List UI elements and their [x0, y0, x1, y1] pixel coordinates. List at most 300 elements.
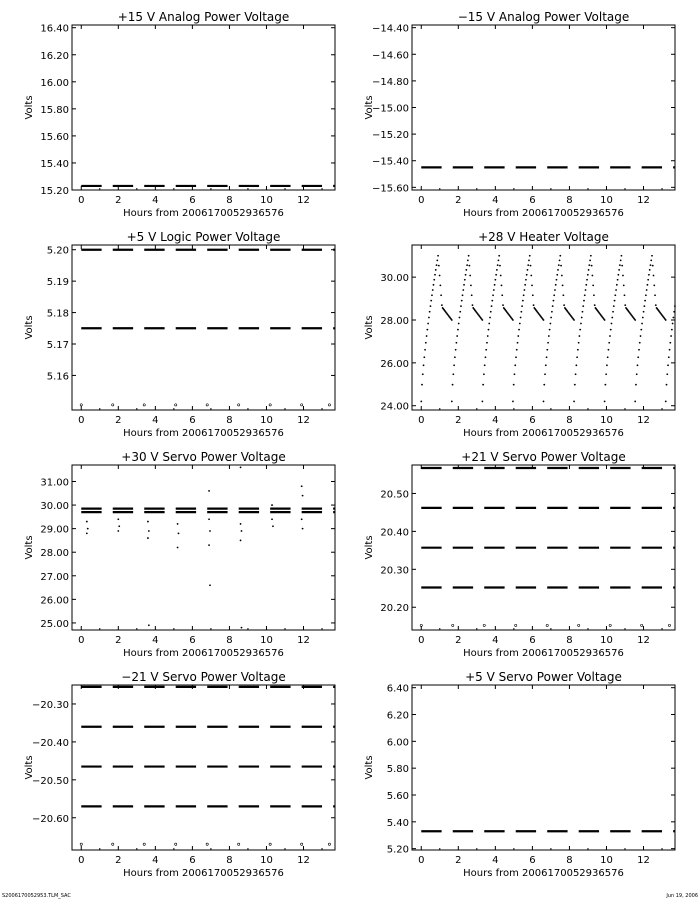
data-point — [637, 356, 639, 358]
y-tick-label: 5.16 — [46, 371, 69, 383]
data-point — [653, 275, 655, 277]
x-tick-label: 4 — [152, 195, 159, 206]
data-point — [421, 384, 423, 386]
data-point — [620, 259, 622, 261]
x-tick-label: 10 — [260, 195, 273, 206]
data-point — [112, 404, 114, 406]
data-point — [636, 373, 638, 375]
data-point — [271, 504, 273, 506]
data-point — [432, 289, 434, 291]
x-tick-label: 12 — [297, 415, 310, 426]
x-tick-label: 4 — [152, 855, 159, 866]
y-tick-label: 20.20 — [380, 603, 409, 615]
data-point — [437, 255, 439, 257]
data-point — [546, 356, 548, 358]
data-point — [604, 319, 606, 321]
chart-panel-3 — [24, 230, 335, 439]
data-point — [547, 342, 549, 344]
data-point — [551, 311, 553, 313]
data-point — [490, 311, 492, 313]
data-point — [452, 373, 454, 375]
chart-panel-1 — [24, 10, 335, 219]
x-tick-label: 10 — [260, 415, 273, 426]
data-point — [80, 843, 82, 845]
x-tick-label: 8 — [566, 855, 573, 866]
data-point — [532, 294, 534, 296]
chart-title: +28 V Heater Voltage — [478, 230, 609, 244]
data-point — [608, 342, 610, 344]
x-tick-label: 10 — [600, 415, 613, 426]
data-point — [494, 284, 496, 286]
data-point — [175, 404, 177, 406]
data-point — [491, 305, 493, 307]
data-point — [422, 373, 424, 375]
data-point — [514, 373, 516, 375]
data-point — [640, 329, 642, 331]
data-point — [238, 843, 240, 845]
data-point — [513, 384, 515, 386]
data-point — [464, 279, 466, 281]
y-tick-label: −15.60 — [371, 183, 409, 195]
data-point — [148, 624, 150, 626]
x-tick-label: 8 — [226, 415, 233, 426]
y-tick-label: 27.00 — [40, 571, 69, 583]
data-point — [424, 349, 426, 351]
chart-panel-4 — [364, 230, 676, 439]
y-tick-label: 29.00 — [40, 524, 69, 536]
data-point — [241, 530, 243, 532]
data-point — [468, 255, 470, 257]
plot-frame — [72, 245, 335, 410]
x-tick-label: 4 — [492, 195, 499, 206]
x-tick-label: 4 — [492, 635, 499, 646]
data-point — [582, 305, 584, 307]
data-point — [616, 284, 618, 286]
data-point — [426, 335, 428, 337]
data-point — [673, 311, 675, 313]
data-point — [469, 275, 471, 277]
data-point — [238, 404, 240, 406]
data-point — [470, 284, 472, 286]
data-point — [579, 329, 581, 331]
data-point — [240, 540, 242, 542]
data-point — [501, 284, 503, 286]
y-tick-label: 15.60 — [40, 131, 69, 143]
y-tick-label: 5.19 — [46, 277, 69, 289]
data-point — [177, 523, 179, 525]
y-axis-label: Volts — [364, 315, 375, 340]
data-point — [484, 364, 486, 366]
data-point — [86, 521, 88, 523]
data-point — [301, 404, 303, 406]
data-point — [468, 265, 470, 267]
data-point — [642, 317, 644, 319]
x-tick-label: 8 — [566, 635, 573, 646]
x-tick-label: 0 — [78, 635, 85, 646]
data-point — [573, 319, 575, 321]
y-axis-label: Volts — [24, 95, 35, 120]
data-point — [423, 356, 425, 358]
data-point — [529, 255, 531, 257]
data-point — [451, 319, 453, 321]
data-point — [435, 269, 437, 271]
data-point — [668, 624, 670, 626]
data-point — [562, 294, 564, 296]
data-point — [669, 349, 671, 351]
data-point — [523, 294, 525, 296]
data-point — [206, 843, 208, 845]
data-point — [605, 373, 607, 375]
y-tick-label: −20.40 — [31, 737, 69, 749]
x-tick-label: 10 — [600, 855, 613, 866]
data-point — [643, 311, 645, 313]
data-point — [489, 317, 491, 319]
y-tick-label: 20.30 — [380, 565, 409, 577]
data-point — [501, 294, 503, 296]
data-point — [590, 255, 592, 257]
plot-frame — [72, 685, 335, 850]
x-tick-label: 8 — [566, 415, 573, 426]
x-tick-label: 6 — [529, 855, 536, 866]
x-tick-label: 8 — [226, 195, 233, 206]
chart-panel-6 — [364, 450, 675, 659]
data-point — [674, 305, 676, 307]
x-tick-label: 6 — [189, 195, 196, 206]
data-point — [521, 305, 523, 307]
y-tick-label: 5.17 — [46, 340, 69, 351]
data-point — [483, 373, 485, 375]
data-point — [208, 544, 210, 546]
y-tick-label: 28.00 — [40, 548, 69, 560]
y-tick-label: 16.00 — [40, 77, 69, 89]
data-point — [241, 627, 243, 629]
x-tick-label: 12 — [637, 415, 650, 426]
data-point — [608, 349, 610, 351]
data-point — [585, 284, 587, 286]
data-point — [519, 323, 521, 325]
plot-frame — [412, 25, 675, 190]
data-point — [496, 269, 498, 271]
data-point — [649, 269, 651, 271]
data-point — [486, 342, 488, 344]
data-point — [530, 265, 532, 267]
x-axis-label: Hours from 2006170052936576 — [463, 428, 624, 439]
x-tick-label: 10 — [260, 635, 273, 646]
data-point — [178, 532, 180, 534]
data-point — [609, 335, 611, 337]
data-point — [614, 300, 616, 302]
data-point — [302, 495, 304, 497]
data-point — [498, 259, 500, 261]
data-point — [592, 284, 594, 286]
x-tick-label: 0 — [418, 855, 425, 866]
y-tick-label: 6.00 — [386, 737, 409, 749]
data-point — [530, 275, 532, 277]
data-point — [641, 323, 643, 325]
data-point — [481, 319, 483, 321]
data-point — [423, 364, 425, 366]
y-tick-label: −20.60 — [31, 813, 69, 825]
x-tick-label: 8 — [226, 855, 233, 866]
data-point — [653, 284, 655, 286]
data-point — [562, 284, 564, 286]
x-tick-label: 12 — [637, 195, 650, 206]
data-point — [420, 401, 422, 403]
data-point — [502, 304, 504, 306]
data-point — [639, 342, 641, 344]
data-point — [644, 300, 646, 302]
data-point — [472, 304, 474, 306]
data-point — [433, 284, 435, 286]
data-point — [439, 275, 441, 277]
data-point — [430, 300, 432, 302]
x-axis-label: Hours from 2006170052936576 — [463, 208, 624, 219]
data-point — [441, 304, 443, 306]
data-point — [646, 289, 648, 291]
y-tick-label: −15.00 — [371, 103, 409, 115]
x-tick-label: 12 — [297, 855, 310, 866]
x-tick-label: 2 — [455, 195, 462, 206]
data-point — [456, 335, 458, 337]
x-tick-label: 8 — [226, 635, 233, 646]
y-tick-label: 26.00 — [380, 358, 409, 370]
y-tick-label: −20.50 — [31, 775, 69, 787]
data-point — [668, 356, 670, 358]
data-point — [546, 624, 548, 626]
y-axis-label: Volts — [24, 535, 35, 560]
data-point — [640, 335, 642, 337]
data-point — [557, 269, 559, 271]
data-point — [555, 284, 557, 286]
data-point — [654, 294, 656, 296]
y-tick-label: 5.20 — [46, 245, 69, 257]
data-point — [621, 255, 623, 257]
data-point — [556, 274, 558, 276]
data-point — [588, 269, 590, 271]
data-point — [528, 259, 530, 261]
x-tick-label: 6 — [529, 195, 536, 206]
x-tick-label: 0 — [78, 195, 85, 206]
data-point — [671, 329, 673, 331]
data-point — [585, 289, 587, 291]
data-point — [112, 843, 114, 845]
y-tick-label: −14.40 — [371, 23, 409, 35]
x-tick-label: 4 — [492, 415, 499, 426]
data-point — [587, 274, 589, 276]
data-point — [517, 342, 519, 344]
y-tick-label: 28.00 — [380, 316, 409, 327]
data-point — [558, 264, 560, 266]
x-tick-label: 4 — [152, 415, 159, 426]
x-tick-label: 2 — [115, 195, 122, 206]
data-point — [560, 265, 562, 267]
data-point — [527, 269, 529, 271]
y-tick-label: 31.00 — [40, 477, 69, 489]
data-point — [550, 317, 552, 319]
chart-panel-8 — [364, 670, 675, 879]
data-point — [575, 373, 577, 375]
data-point — [527, 264, 529, 266]
data-point — [439, 284, 441, 286]
y-tick-label: −14.80 — [371, 76, 409, 88]
data-point — [665, 319, 667, 321]
data-point — [610, 329, 612, 331]
data-point — [578, 624, 580, 626]
x-axis-label: Hours from 2006170052936576 — [123, 428, 284, 439]
data-point — [302, 528, 304, 530]
data-point — [208, 518, 210, 520]
data-point — [240, 466, 242, 468]
data-point — [554, 289, 556, 291]
data-point — [271, 518, 273, 520]
x-tick-label: 2 — [455, 415, 462, 426]
y-tick-label: 5.18 — [46, 308, 69, 320]
x-tick-label: 10 — [600, 195, 613, 206]
y-tick-label: 24.00 — [380, 401, 409, 413]
data-point — [516, 349, 518, 351]
x-tick-label: 0 — [418, 415, 425, 426]
data-point — [647, 279, 649, 281]
data-point — [579, 335, 581, 337]
data-point — [589, 259, 591, 261]
data-point — [525, 279, 527, 281]
x-axis-label: Hours from 2006170052936576 — [123, 208, 284, 219]
y-tick-label: −20.30 — [31, 699, 69, 711]
data-point — [645, 294, 647, 296]
data-point — [549, 329, 551, 331]
data-point — [458, 323, 460, 325]
x-tick-label: 0 — [78, 855, 85, 866]
data-point — [618, 269, 620, 271]
data-point — [617, 279, 619, 281]
data-point — [485, 356, 487, 358]
data-point — [638, 349, 640, 351]
data-point — [665, 401, 667, 403]
x-axis-label: Hours from 2006170052936576 — [123, 648, 284, 659]
plot-frame — [412, 685, 675, 850]
data-point — [615, 289, 617, 291]
data-point — [526, 274, 528, 276]
data-point — [606, 364, 608, 366]
data-point — [524, 284, 526, 286]
data-point — [301, 485, 303, 487]
data-point — [581, 317, 583, 319]
data-point — [617, 274, 619, 276]
chart-title: +5 V Servo Power Voltage — [465, 670, 622, 684]
data-point — [604, 401, 606, 403]
data-point — [492, 294, 494, 296]
data-point — [515, 356, 517, 358]
x-tick-label: 10 — [600, 635, 613, 646]
data-point — [487, 335, 489, 337]
footer-filename: S2006170052953.TLM_SAC — [2, 893, 71, 899]
data-point — [456, 342, 458, 344]
data-point — [147, 521, 149, 523]
data-point — [643, 305, 645, 307]
y-tick-label: 5.60 — [386, 791, 409, 802]
x-axis-label: Hours from 2006170052936576 — [463, 868, 624, 879]
data-point — [573, 401, 575, 403]
data-point — [650, 259, 652, 261]
data-point — [452, 624, 454, 626]
data-point — [614, 294, 616, 296]
data-point — [543, 319, 545, 321]
y-tick-label: −15.20 — [371, 130, 409, 142]
data-point — [545, 364, 547, 366]
data-point — [208, 490, 210, 492]
data-point — [520, 311, 522, 313]
data-point — [175, 843, 177, 845]
data-point — [143, 404, 145, 406]
data-point — [86, 532, 88, 534]
data-point — [543, 401, 545, 403]
y-tick-label: 20.50 — [380, 489, 409, 501]
x-tick-label: 12 — [637, 635, 650, 646]
data-point — [428, 317, 430, 319]
data-point — [667, 364, 669, 366]
data-point — [611, 317, 613, 319]
data-point — [488, 323, 490, 325]
data-point — [652, 265, 654, 267]
data-point — [574, 384, 576, 386]
data-point — [482, 384, 484, 386]
data-point — [622, 275, 624, 277]
data-point — [563, 304, 565, 306]
data-point — [647, 284, 649, 286]
data-point — [436, 259, 438, 261]
data-point — [575, 364, 577, 366]
data-point — [619, 264, 621, 266]
chart-panel-7 — [24, 670, 335, 879]
data-point — [624, 294, 626, 296]
x-tick-label: 0 — [78, 415, 85, 426]
data-point — [666, 373, 668, 375]
data-point — [556, 279, 558, 281]
x-tick-label: 0 — [418, 195, 425, 206]
data-point — [593, 294, 595, 296]
data-point — [495, 274, 497, 276]
data-point — [670, 335, 672, 337]
x-axis-label: Hours from 2006170052936576 — [123, 868, 284, 879]
data-point — [531, 284, 533, 286]
data-point — [433, 279, 435, 281]
y-tick-label: 30.00 — [380, 273, 409, 285]
data-point — [461, 300, 463, 302]
data-point — [269, 404, 271, 406]
data-point — [462, 289, 464, 291]
data-point — [651, 255, 653, 257]
data-point — [517, 335, 519, 337]
data-point — [586, 279, 588, 281]
data-point — [512, 401, 514, 403]
y-tick-label: 6.20 — [386, 710, 409, 722]
x-tick-label: 6 — [189, 635, 196, 646]
x-tick-label: 10 — [260, 855, 273, 866]
data-point — [498, 255, 500, 257]
data-point — [301, 518, 303, 520]
data-point — [583, 300, 585, 302]
y-tick-label: 15.80 — [40, 104, 69, 116]
data-point — [425, 342, 427, 344]
data-point — [481, 401, 483, 403]
chart-panel-5 — [24, 450, 335, 659]
data-point — [454, 356, 456, 358]
data-point — [452, 384, 454, 386]
x-tick-label: 6 — [189, 415, 196, 426]
data-point — [634, 319, 636, 321]
x-tick-label: 2 — [455, 855, 462, 866]
data-point — [209, 530, 211, 532]
